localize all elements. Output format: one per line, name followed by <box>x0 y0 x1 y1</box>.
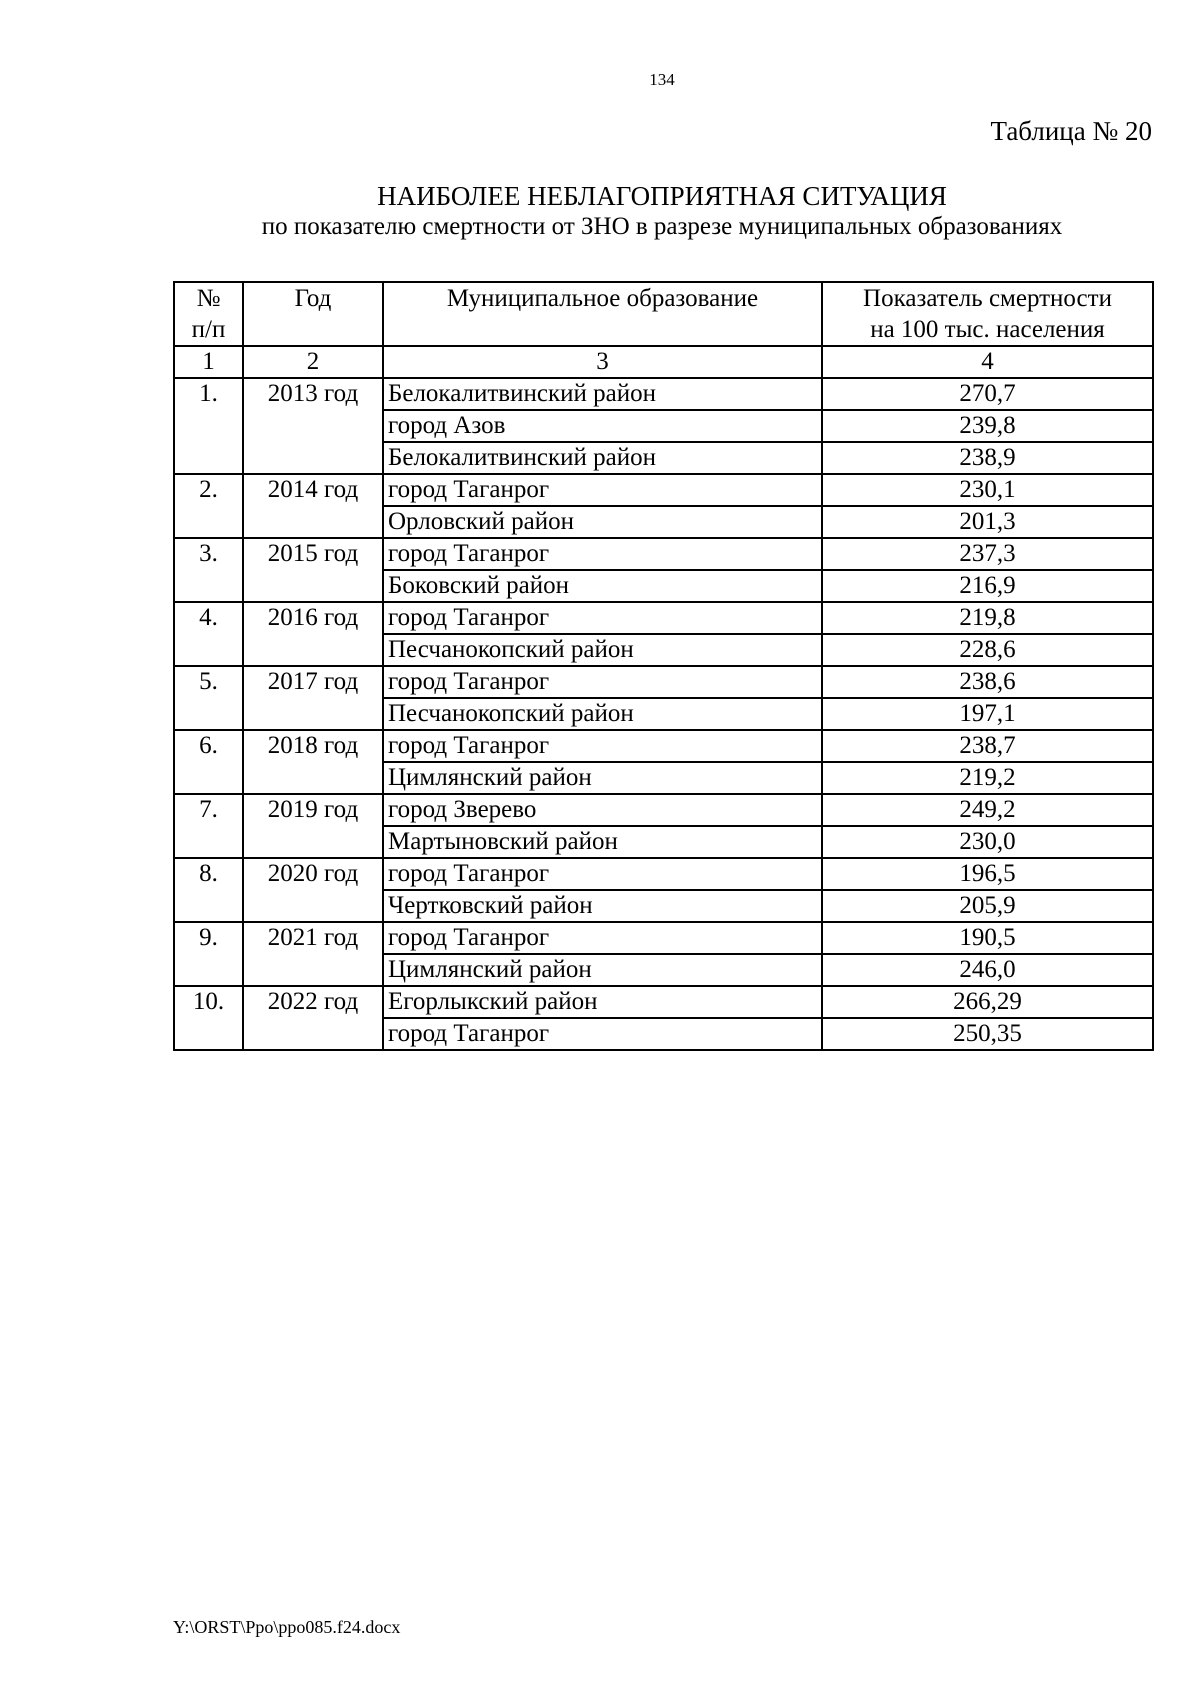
municipality-cell: Песчанокопский район <box>383 634 822 666</box>
mortality-value-cell: 230,1 <box>822 474 1153 506</box>
mortality-value-cell: 246,0 <box>822 954 1153 986</box>
mortality-value-cell: 250,35 <box>822 1018 1153 1050</box>
table-row <box>174 378 1153 410</box>
column-number: 2 <box>243 346 383 378</box>
table-row <box>174 794 1153 826</box>
row-year: 2018 год <box>243 730 383 794</box>
municipality-cell: город Таганрог <box>383 538 822 570</box>
row-number: 6. <box>174 730 243 794</box>
header-num: № п/п <box>174 282 243 346</box>
row-number: 9. <box>174 922 243 986</box>
mortality-value-cell: 219,8 <box>822 602 1153 634</box>
municipality-cell: Белокалитвинский район <box>383 378 822 410</box>
row-year: 2013 год <box>243 378 383 474</box>
table-row <box>174 922 1153 954</box>
mortality-value-cell: 190,5 <box>822 922 1153 954</box>
mortality-value-cell: 266,29 <box>822 986 1153 1018</box>
row-number: 8. <box>174 858 243 922</box>
municipality-cell: город Таганрог <box>383 730 822 762</box>
municipality-cell: Песчанокопский район <box>383 698 822 730</box>
municipality-cell: город Таганрог <box>383 474 822 506</box>
municipality-cell: город Таганрог <box>383 1018 822 1050</box>
document-title: НАИБОЛЕЕ НЕБЛАГОПРИЯТНАЯ СИТУАЦИЯ <box>377 181 947 211</box>
row-year: 2020 год <box>243 858 383 922</box>
header-municipality: Муниципальное образование <box>383 282 822 346</box>
mortality-value-cell: 249,2 <box>822 794 1153 826</box>
mortality-table <box>173 281 1154 1051</box>
row-year: 2019 год <box>243 794 383 858</box>
municipality-cell: Цимлянский район <box>383 762 822 794</box>
row-number: 5. <box>174 666 243 730</box>
row-number: 3. <box>174 538 243 602</box>
table-row <box>174 858 1153 890</box>
table-row <box>174 730 1153 762</box>
municipality-cell: Егорлыкский район <box>383 986 822 1018</box>
mortality-value-cell: 216,9 <box>822 570 1153 602</box>
row-year: 2022 год <box>243 986 383 1050</box>
municipality-cell: Боковский район <box>383 570 822 602</box>
table-row <box>174 602 1153 634</box>
municipality-cell: город Таганрог <box>383 922 822 954</box>
mortality-value-cell: 238,6 <box>822 666 1153 698</box>
row-number: 10. <box>174 986 243 1050</box>
row-number: 2. <box>174 474 243 538</box>
mortality-value-cell: 219,2 <box>822 762 1153 794</box>
municipality-cell: Мартыновский район <box>383 826 822 858</box>
municipality-cell: город Азов <box>383 410 822 442</box>
mortality-value-cell: 201,3 <box>822 506 1153 538</box>
mortality-value-cell: 228,6 <box>822 634 1153 666</box>
row-number: 4. <box>174 602 243 666</box>
table-row <box>174 538 1153 570</box>
mortality-value-cell: 239,8 <box>822 410 1153 442</box>
municipality-cell: Орловский район <box>383 506 822 538</box>
mortality-value-cell: 238,7 <box>822 730 1153 762</box>
row-number: 1. <box>174 378 243 474</box>
row-year: 2016 год <box>243 602 383 666</box>
file-path: Y:\ORST\Ppo\ppo085.f24.docx <box>173 1617 401 1637</box>
row-number: 7. <box>174 794 243 858</box>
municipality-cell: Цимлянский район <box>383 954 822 986</box>
row-year: 2015 год <box>243 538 383 602</box>
table-row <box>174 474 1153 506</box>
table-label: Таблица № 20 <box>990 116 1152 146</box>
mortality-value-cell: 270,7 <box>822 378 1153 410</box>
table-row <box>174 986 1153 1018</box>
municipality-cell: город Зверево <box>383 794 822 826</box>
column-number: 1 <box>174 346 243 378</box>
table-row <box>174 666 1153 698</box>
mortality-value-cell: 205,9 <box>822 890 1153 922</box>
mortality-value-cell: 196,5 <box>822 858 1153 890</box>
page-number: 134 <box>649 70 675 89</box>
mortality-value-cell: 230,0 <box>822 826 1153 858</box>
header-year: Год <box>243 282 383 346</box>
municipality-cell: город Таганрог <box>383 666 822 698</box>
column-number: 3 <box>383 346 822 378</box>
header-rate: Показатель смертности на 100 тыс. населения <box>822 282 1153 346</box>
municipality-cell: город Таганрог <box>383 858 822 890</box>
document-subtitle: по показателю смертности от ЗНО в разрезе муниципальных образованиях <box>261 213 1063 240</box>
row-year: 2017 год <box>243 666 383 730</box>
row-year: 2014 год <box>243 474 383 538</box>
column-number: 4 <box>822 346 1153 378</box>
municipality-cell: город Таганрог <box>383 602 822 634</box>
municipality-cell: Чертковский район <box>383 890 822 922</box>
table-header-row <box>174 282 1153 346</box>
mortality-value-cell: 237,3 <box>822 538 1153 570</box>
municipality-cell: Белокалитвинский район <box>383 442 822 474</box>
mortality-value-cell: 197,1 <box>822 698 1153 730</box>
column-number-row <box>174 346 1153 378</box>
row-year: 2021 год <box>243 922 383 986</box>
mortality-value-cell: 238,9 <box>822 442 1153 474</box>
